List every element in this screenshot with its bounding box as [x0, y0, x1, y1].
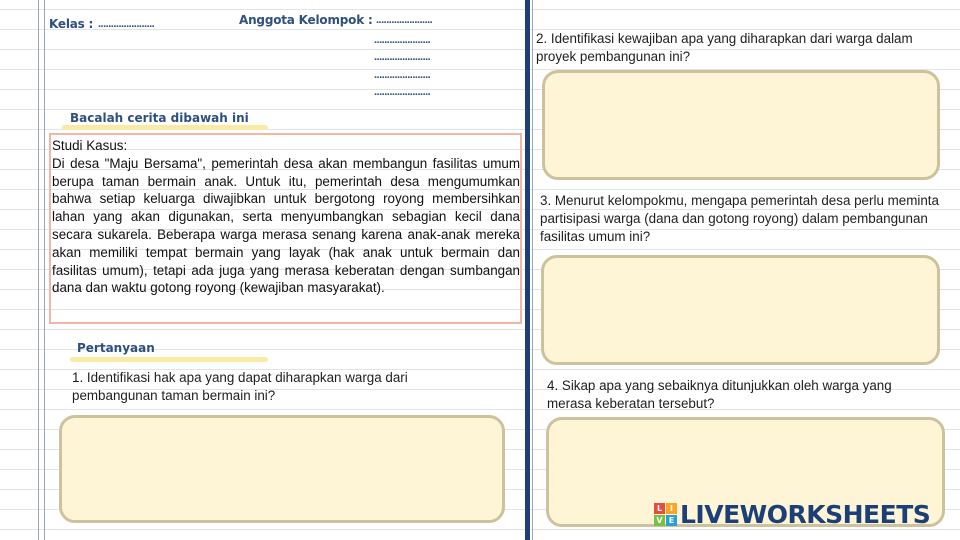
question-4: 4. Sikap apa yang sebaiknya ditunjukkan oleh warga yang merasa keberatan tersebut?	[547, 378, 892, 411]
question-2: 2. Identifikasi kewajiban apa yang diharapkan dari warga dalam proyek pembangunan ini?	[536, 31, 913, 64]
story-body: Di desa "Maju Bersama", pemerintah desa akan membangun fasilitas umum berupa taman bermain anak. Untuk itu, pemerintah desa mengumumkan bahwa setiap keluarga diwajibkan untuk bergotong royong membersihkan lahan yang akan digunakan, serta menyumbangkan sebagian kecil dana secara sukarela. Beberapa warga merasa senang karena anak-anak mereka akan memiliki tempat bermain yang layak (hak anak untuk bermain dan fasilitas umum), tetapi ada juga yang merasa keberatan dengan sumbangan dana dan waktu gotong royong (kewajiban masyarakat).	[52, 155, 520, 296]
answer-box-3[interactable]	[541, 255, 940, 365]
questions-title-highlight	[70, 357, 268, 362]
anggota-colon: :	[368, 13, 373, 27]
anggota-blank-5: ......................	[374, 86, 431, 98]
right-margin-line	[532, 0, 533, 540]
question-1: 1. Identifikasi hak apa yang dapat diharapkan warga dari pembangunan taman bermain ini?	[72, 370, 408, 403]
page-divider	[525, 0, 530, 540]
liveworksheets-logo	[654, 500, 930, 529]
anggota-blank-2: ......................	[374, 34, 431, 46]
left-margin-line-inner	[44, 0, 45, 540]
logo-letter-i: I	[666, 503, 677, 514]
left-margin-line	[38, 0, 39, 540]
story-title-highlight	[62, 125, 268, 130]
anggota-label: Anggota Kelompok	[239, 13, 364, 27]
kelas-blank: ......................	[98, 18, 155, 30]
logo-text: LIVEWORKSHEETS	[680, 500, 931, 529]
anggota-blank-4: ......................	[374, 69, 431, 81]
story-box	[49, 133, 522, 324]
logo-letter-e: E	[666, 515, 677, 526]
question-3: 3. Menurut kelompokmu, mengapa pemerintah desa perlu meminta partisipasi warga (dana dan gotong royong) dalam pembangunan fasilitas umum ini?	[540, 193, 939, 244]
logo-grid-icon	[654, 503, 677, 526]
logo-letter-v: V	[654, 515, 665, 526]
anggota-blank-1: ......................	[376, 14, 433, 26]
answer-box-2[interactable]	[542, 70, 940, 180]
kelas-label: Kelas :	[49, 17, 94, 31]
questions-section-title: Pertanyaan	[77, 341, 155, 355]
story-title: Studi Kasus:	[52, 138, 128, 153]
answer-box-1[interactable]	[59, 415, 505, 523]
story-section-title: Bacalah cerita dibawah ini	[70, 111, 249, 125]
anggota-blank-3: ......................	[374, 51, 431, 63]
logo-letter-l: L	[654, 503, 665, 514]
